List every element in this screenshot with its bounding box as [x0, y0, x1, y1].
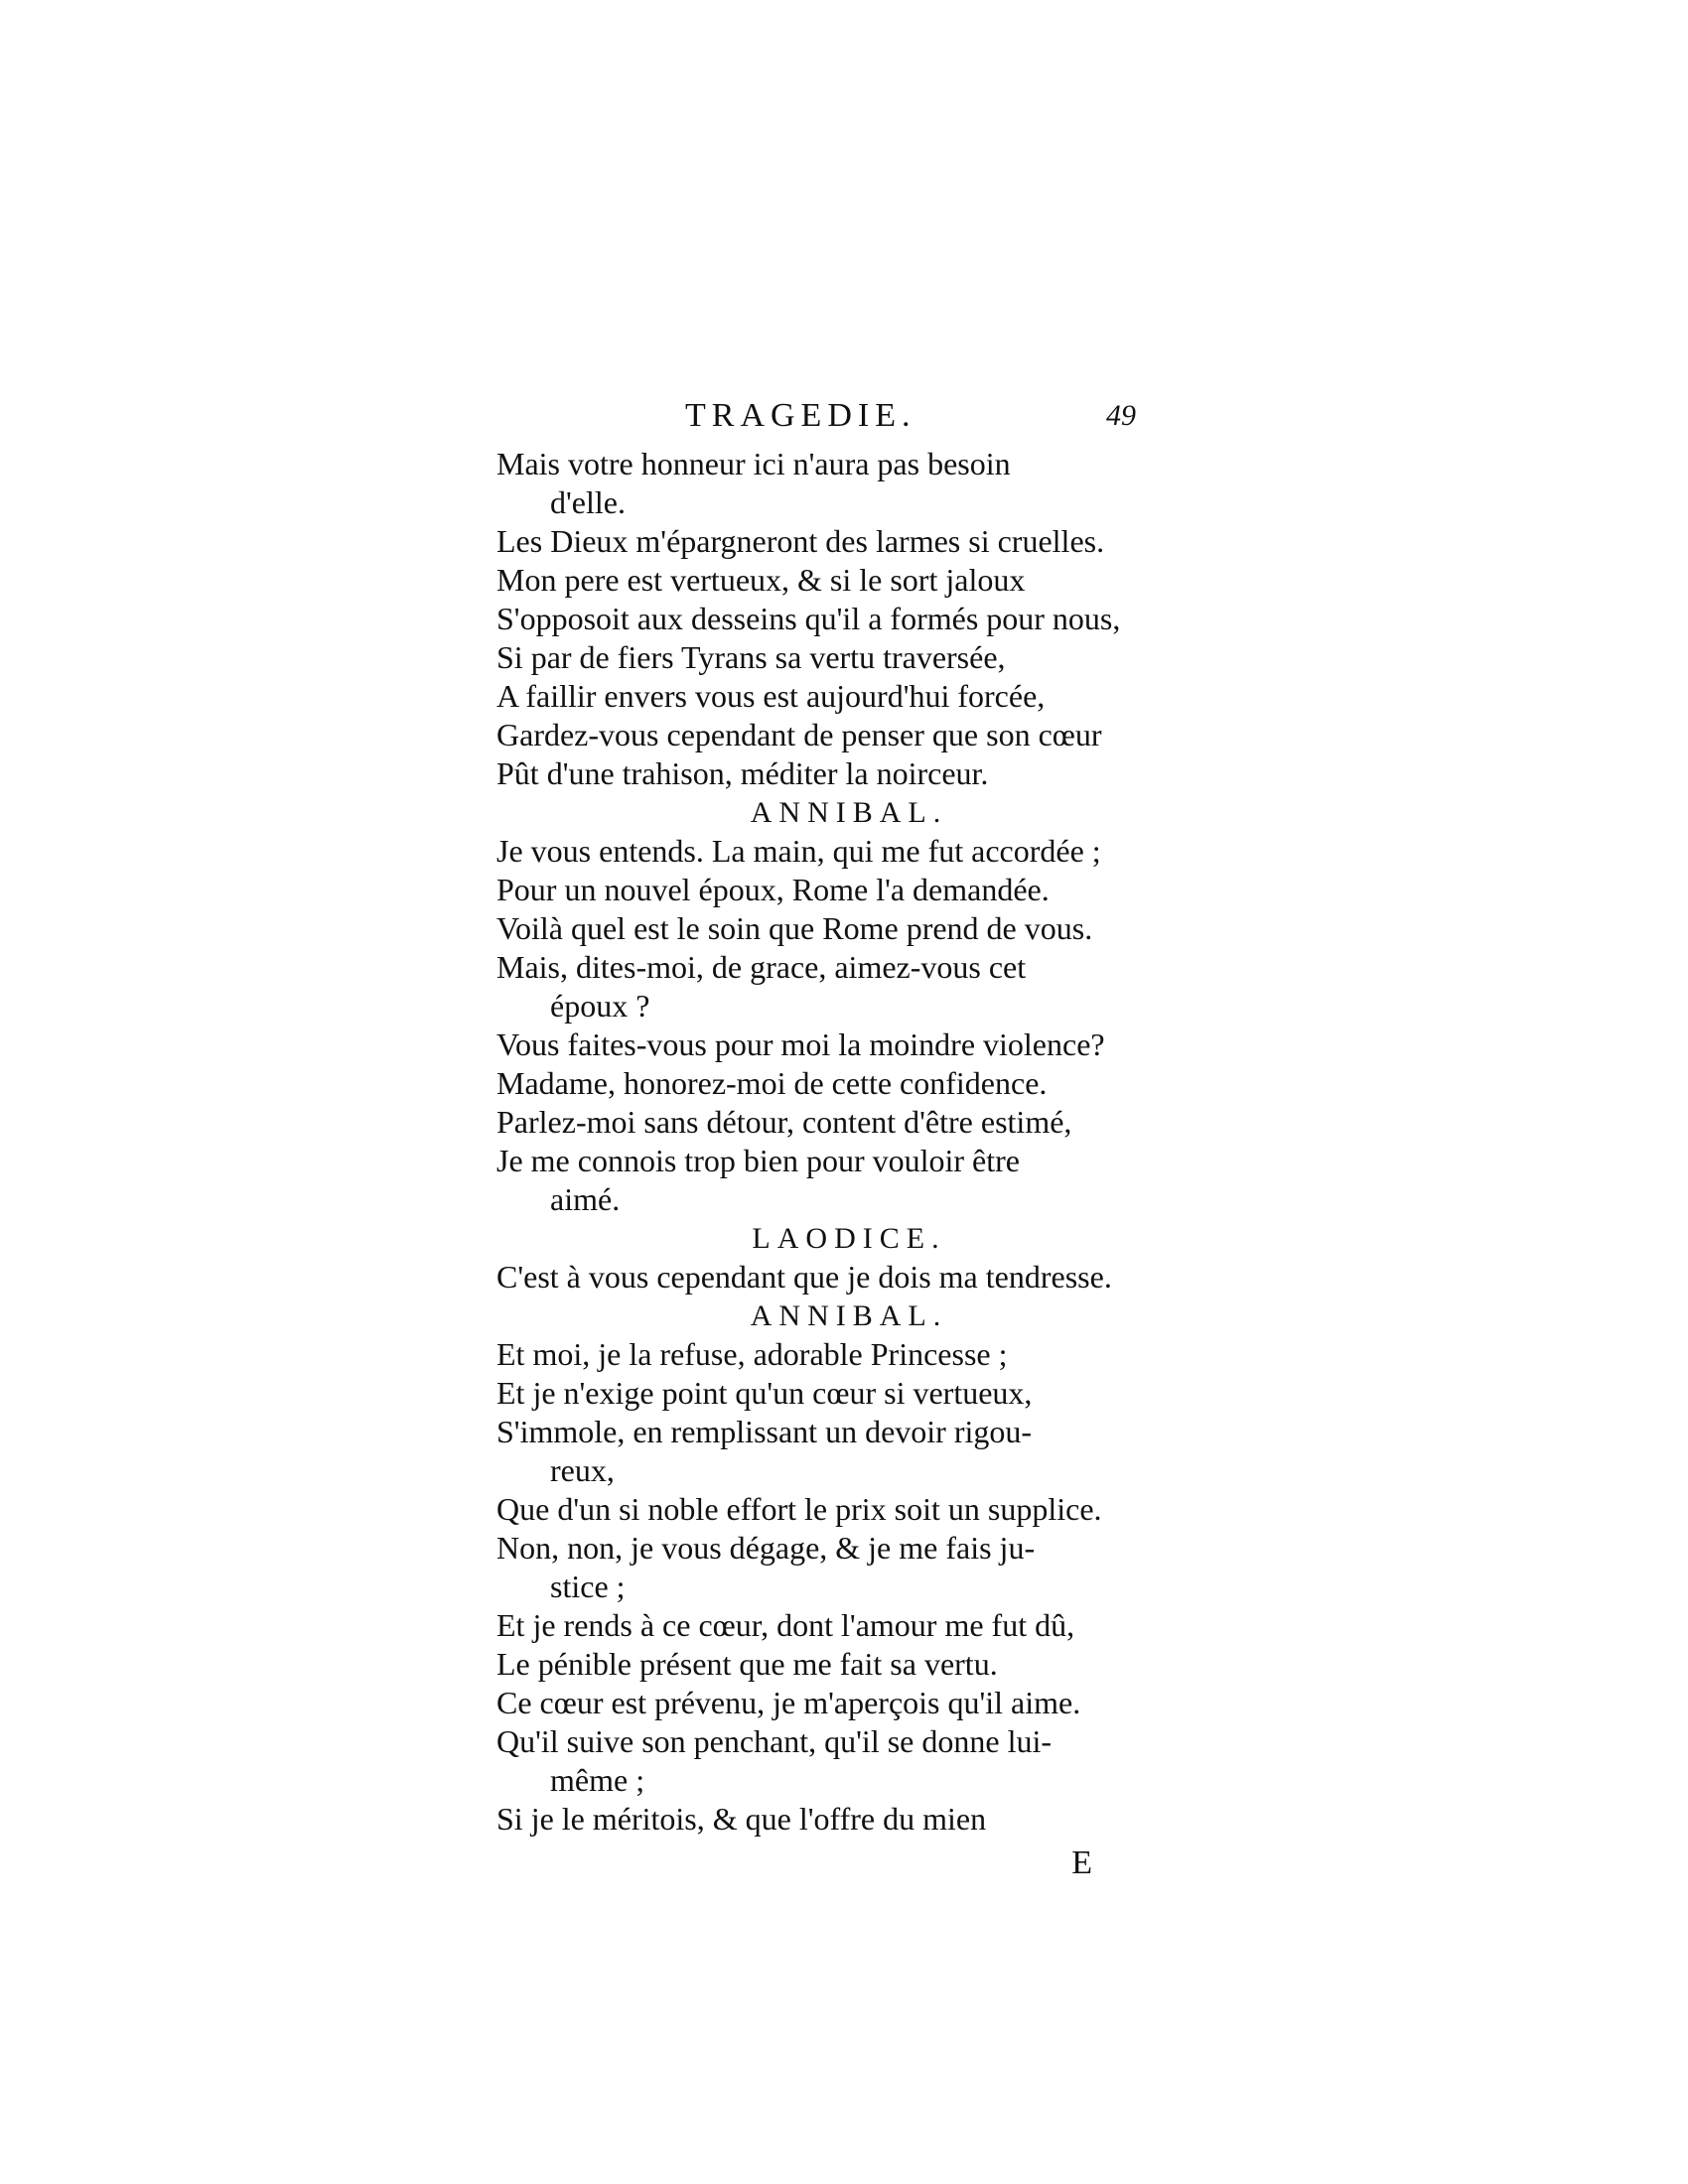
verse-line: Gardez-vous cependant de penser que son cœur [496, 717, 1102, 752]
book-page [487, 397, 1162, 1884]
verse-line: Madame, honorez-moi de cette confidence. [496, 1065, 1048, 1101]
verse-line: Mais, dites-moi, de grace, aimez-vous cet [496, 949, 1027, 985]
verse-line: Qu'il suive son penchant, qu'il se donne lui- [496, 1723, 1052, 1759]
verse-line: Et je n'exige point qu'un cœur si vertueux, [496, 1375, 1033, 1411]
verse-line: Vous faites-vous pour moi la moindre violence? [496, 1026, 1105, 1062]
speaker-name: LAODICE. [752, 1222, 946, 1255]
verse-line: Je vous entends. La main, qui me fut accordée ; [496, 833, 1101, 869]
verse-text-block [487, 445, 1162, 1839]
verse-continuation: d'elle. [550, 484, 626, 520]
catchword: E [1071, 1844, 1092, 1881]
verse-line: Mais votre honneur ici n'aura pas besoin [496, 446, 1011, 481]
verse-line: Le pénible présent que me fait sa vertu. [496, 1646, 998, 1682]
page-number: 49 [1106, 399, 1136, 432]
verse-line: Ce cœur est prévenu, je m'aperçois qu'il aime. [496, 1685, 1081, 1720]
verse-line: Les Dieux m'épargneront des larmes si cruelles. [496, 523, 1105, 559]
verse-line: Voilà quel est le soin que Rome prend de vous. [496, 910, 1093, 946]
verse-line: Pût d'une trahison, méditer la noirceur. [496, 755, 989, 791]
verse-line: S'opposoit aux desseins qu'il a formés pour nous, [496, 601, 1121, 636]
verse-line: Parlez-moi sans détour, content d'être estimé, [496, 1104, 1072, 1140]
verse-line: S'immole, en remplissant un devoir rigou- [496, 1414, 1033, 1449]
verse-continuation: époux ? [550, 988, 650, 1024]
verse-continuation: aimé. [550, 1181, 621, 1217]
verse-continuation: stice ; [550, 1569, 626, 1604]
verse-line: Pour un nouvel époux, Rome l'a demandée. [496, 872, 1050, 907]
verse-line: A faillir envers vous est aujourd'hui forcée, [496, 678, 1046, 714]
verse-line: Non, non, je vous dégage, & je me fais ju- [496, 1530, 1036, 1566]
verse-continuation: reux, [550, 1452, 615, 1488]
running-head [487, 397, 1162, 445]
running-title: TRAGEDIE. [685, 397, 916, 434]
verse-line: Et je rends à ce cœur, dont l'amour me fut dû, [496, 1607, 1075, 1643]
speaker-name: ANNIBAL. [750, 796, 948, 829]
verse-line: Et moi, je la refuse, adorable Princesse ; [496, 1336, 1008, 1372]
verse-line: C'est à vous cependant que je dois ma tendresse. [496, 1259, 1112, 1295]
verse-line: Si par de fiers Tyrans sa vertu traversée, [496, 639, 1006, 675]
verse-line: Si je le méritois, & que l'offre du mien [496, 1801, 987, 1837]
verse-line: Je me connois trop bien pour vouloir être [496, 1143, 1020, 1178]
verse-continuation: même ; [550, 1762, 645, 1798]
speaker-name: ANNIBAL. [750, 1299, 948, 1332]
verse-line: Mon pere est vertueux, & si le sort jaloux [496, 562, 1026, 598]
verse-line: Que d'un si noble effort le prix soit un supplice. [496, 1491, 1102, 1527]
